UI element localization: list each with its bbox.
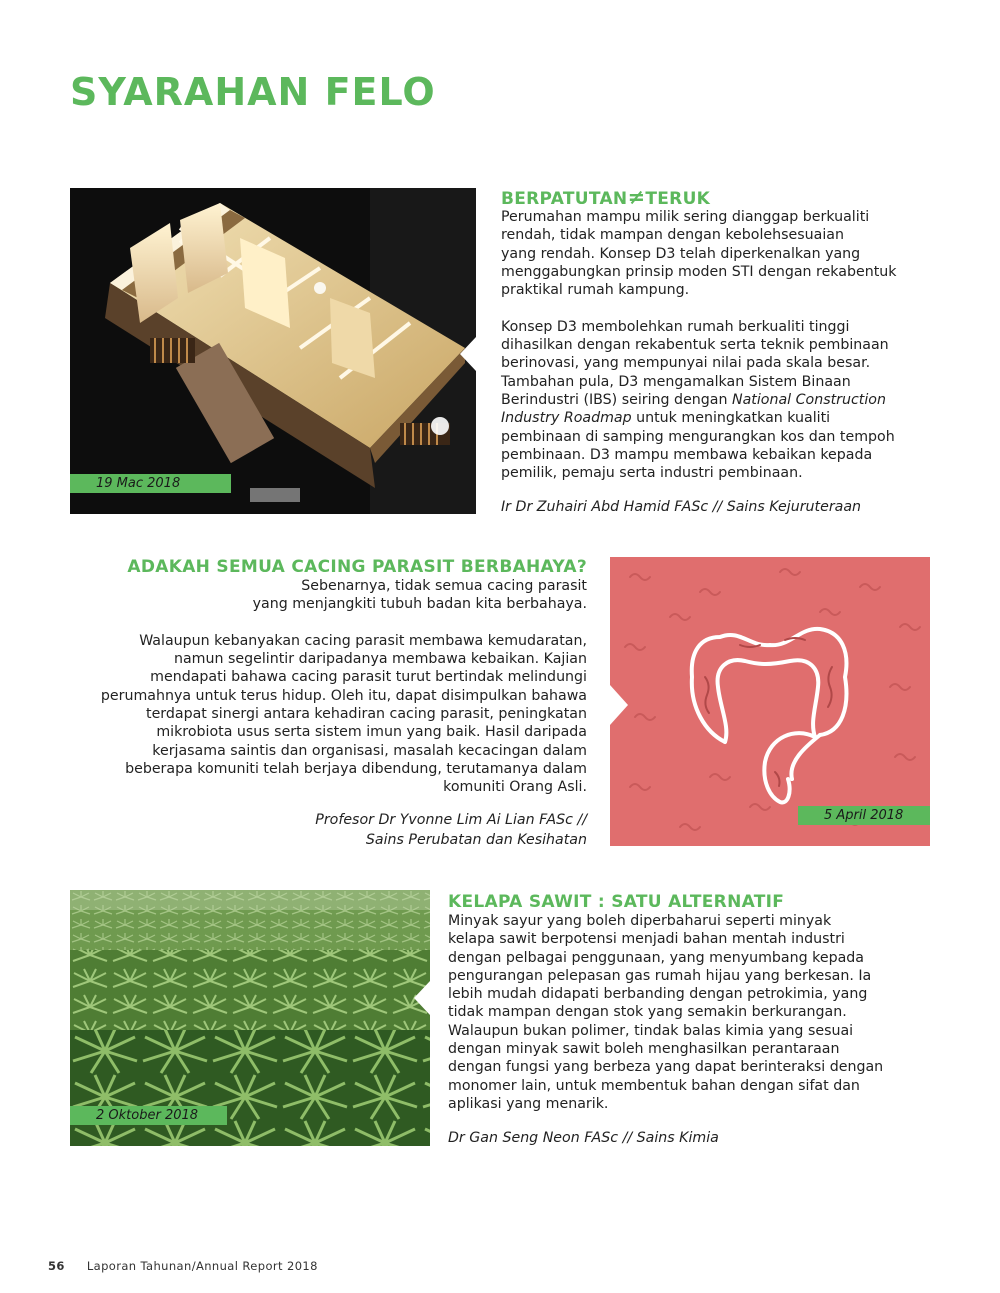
image-notch [460, 337, 476, 371]
page-title: SYARAHAN FELO [70, 70, 436, 114]
date-badge: 2 Oktober 2018 [70, 1106, 227, 1125]
date-badge: 5 April 2018 [798, 806, 930, 825]
section-body: Perumahan mampu milik sering dianggap berkualiti rendah, tidak mampan dengan kebolehsesuaian yang rendah. Konsep D3 telah diperkenalkan yang menggabungkan prinsip moden STI dengan rekabentuk praktikal rumah kampung. Konsep D3 membolehkan rumah berkualiti tinggi dihasilkan dengan rekabentuk serta teknik pembinaan berinovasi, yang mempunyai nilai pada skala besar. Tambahan pula, D3 mengamalkan Sistem Binaan Berindustri (IBS) seiring dengan National Construction Industry Roadmap untuk meningkatkan kualiti pembinaan di samping mengurangkan kos dan tempoh pembinaan. D3 mampu membawa kebaikan kepada pemilik, pemaju serta industri pembinaan. [501, 209, 897, 482]
author: Dr Gan Seng Neon FASc // Sains Kimia [448, 1130, 719, 1146]
section-body: Sebenarnya, tidak semua cacing parasit yang menjangkiti tubuh badan kita berbahaya. Walaupun kebanyakan cacing parasit membawa kemudaratan, namun segelintir daripadanya membawa kebaikan. Kajian mendapati bahawa cacing parasit turut bertindak melindungi perumahnya untuk terus hidup. Oleh itu, dapat disimpulkan bahawa terdapat sinergi antara kehadiran cacing parasit, peningkatan mikrobiota usus serta sistem imun yang baik. Hasil daripada kerjasama saintis dan organisasi, masalah kecacingan dalam beberapa komuniti telah berjaya dibendung, terutamanya dalam komuniti Orang Asli. [100, 578, 587, 796]
footer [48, 1259, 318, 1273]
page-number: 56 [48, 1259, 65, 1273]
date-badge: 19 Mac 2018 [70, 474, 231, 493]
author: Profesor Dr Yvonne Lim Ai Lian FASc // Sains Perubatan dan Kesihatan [315, 812, 587, 848]
author: Ir Dr Zuhairi Abd Hamid FASc // Sains Kejuruteraan [501, 499, 862, 515]
section-title: BERPATUTAN≠TERUK [501, 185, 711, 209]
intestine-illustration [610, 557, 930, 846]
house-model-photo [70, 188, 476, 514]
publication-name: Laporan Tahunan/Annual Report 2018 [86, 1259, 318, 1273]
section-title: ADAKAH SEMUA CACING PARASIT BERBAHAYA? [127, 557, 587, 577]
section-body: Minyak sayur yang boleh diperbaharui seperti minyak kelapa sawit berpotensi menjadi bahan mentah industri dengan pelbagai penggunaan, yang menyumbang kepada pengurangan pelepasan gas rumah hijau yang berkesan. Ia lebih mudah didapati berbanding dengan petrokimia, yang tidak mampan dengan stok yang semakin berkurangan. Walaupun bukan polimer, tindak balas kimia yang sesuai dengan minyak sawit boleh menghasilkan perantaraan dengan fungsi yang berbeza yang dapat berinteraksi dengan monomer lain, untuk membentuk bahan dengan sifat dan aplikasi yang menarik. [448, 913, 884, 1112]
image-notch [610, 685, 628, 725]
section-title: KELAPA SAWIT : SATU ALTERNATIF [448, 892, 785, 912]
image-notch [414, 981, 430, 1015]
not-equal-symbol: ≠ [627, 185, 646, 209]
